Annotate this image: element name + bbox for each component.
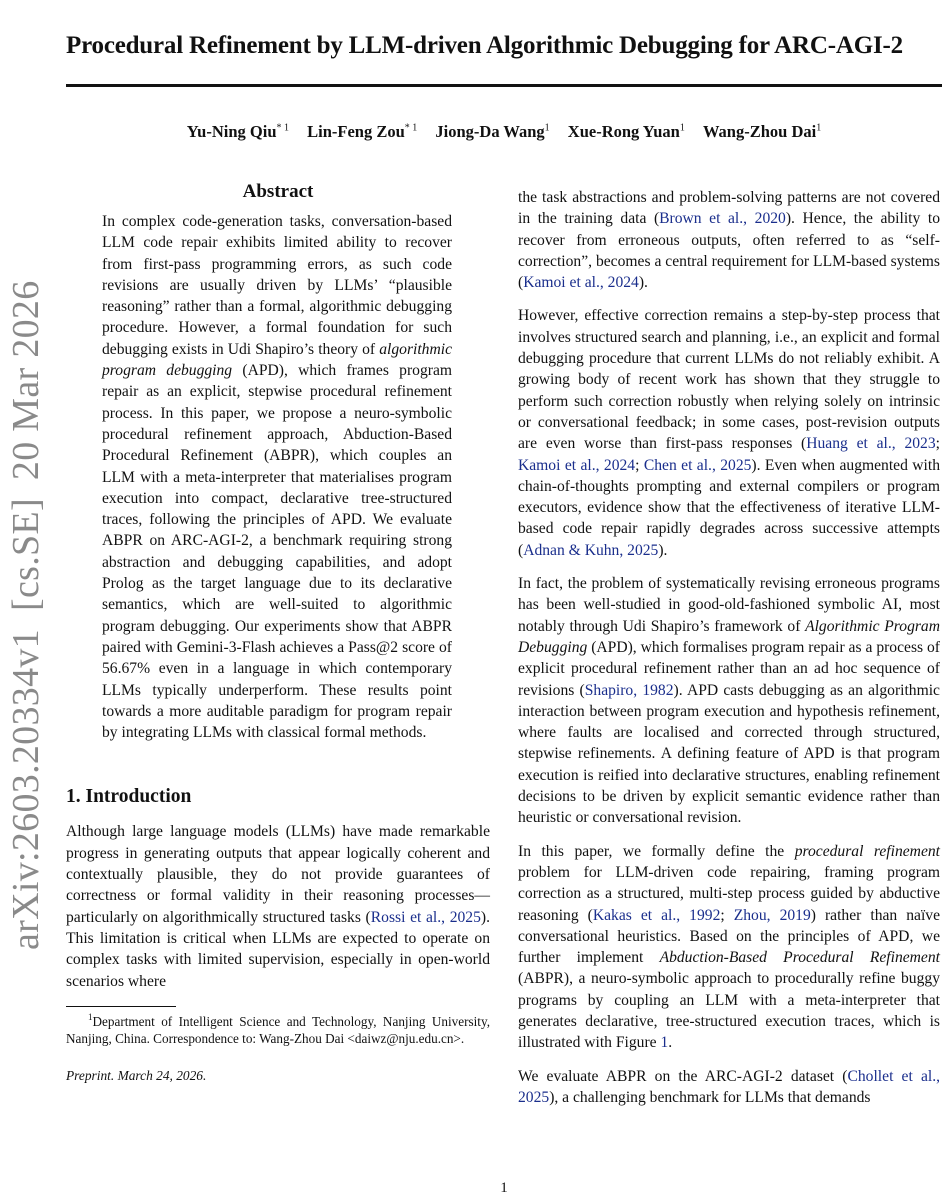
citation-link[interactable]: Shapiro, 1982 [584, 681, 674, 699]
arxiv-category: [cs.SE] [5, 498, 47, 612]
citation-link[interactable]: Chen et al., 2025 [643, 456, 752, 474]
author-2: Lin-Feng Zou$^{* 1}$ [307, 122, 418, 141]
arxiv-date: 20 Mar 2026 [5, 280, 47, 481]
section-heading-introduction: 1. Introduction [66, 786, 192, 808]
author-5: Wang-Zhou Dai$^1$ [702, 122, 822, 141]
citation-link[interactable]: Rossi et al., 2025 [370, 908, 481, 926]
preprint-note: Preprint. March 24, 2026. [66, 1067, 207, 1083]
citation-link[interactable]: Huang et al., 2023 [806, 435, 936, 453]
page-number: 1 [500, 1180, 508, 1196]
footnote-affiliation: $^1$Department of Intelligent Science and Technology, Nanjing University, Nanjing, China. Correspondence to: Wang-Zhou Dai <daiwz@nju.edu.cn>. [66, 1012, 490, 1047]
citation-link[interactable]: Kamoi et al., 2024 [523, 274, 639, 292]
intro-paragraph-5: We evaluate ABPR on the ARC-AGI-2 dataset (Chollet et al., 2025), a challenging benchmark for LLMs that demands [518, 1067, 940, 1106]
footnote-rule [66, 1006, 176, 1007]
intro-paragraph-1-continued: the task abstractions and problem-solving patterns are not covered in the training data (Brown et al., 2020). Hence, the ability to recover from erroneous outputs, often referred to as “self-correction”, becomes a central requirement for LLM-based systems (Kamoi et al., 2024). [518, 189, 940, 292]
citation-link[interactable]: Chollet et al., 2025 [518, 1067, 940, 1106]
citation-link[interactable]: Adnan & Kuhn, 2025 [523, 541, 659, 559]
arxiv-stamp [4, 230, 48, 950]
citation-link[interactable]: Zhou, 2019 [733, 906, 811, 924]
title-rule [66, 84, 942, 87]
author-4: Xue-Rong Yuan$^1$ [567, 122, 685, 141]
arxiv-id[interactable]: arXiv:2603.20334v1 [5, 629, 47, 950]
figure-reference-link[interactable]: 1 [660, 1034, 669, 1052]
intro-paragraph-4: In this paper, we formally define the procedural refinement problem for LLM-driven code repairing, framing program correction as a structured, multi-step process guided by abductive reasoning (Kakas et al., 1992; Zhou, 2019) rather than naïve conversational heuristics. Based on the principles of APD, we further implement Abduction-Based Procedural Refinement (ABPR), a neuro-symbolic approach to procedurally refine buggy programs by coupling an LLM with a meta-interpreter that generates declarative, tree-structured execution traces, which is illustrated with Figure 1. [518, 842, 940, 1052]
citation-link[interactable]: Kakas et al., 1992 [592, 906, 721, 924]
author-list [66, 122, 942, 142]
author-1: Yu-Ning Qiu$^{* 1}$ [186, 122, 289, 141]
citation-link[interactable]: Brown et al., 2020 [659, 210, 786, 228]
citation-link[interactable]: Kamoi et al., 2024 [518, 456, 636, 474]
author-3: Jiong-Da Wang$^1$ [435, 122, 550, 141]
right-column [518, 187, 940, 1120]
intro-paragraph-3: In fact, the problem of systematically revising erroneous programs has been well-studied in good-old-fashioned symbolic AI, most notably through Udi Shapiro’s framework of Algorithmic Program Debugging (APD), which formalises program repair as a process of explicit procedural refinement rather than an ad hoc sequence of revisions (Shapiro, 1982). APD casts debugging as an algorithmic interaction between program execution and hypothesis refinement, where faults are localised and corrected through structured, stepwise refinements. A defining feature of APD is that program execution is reified into declarative structures, enabling refinement decisions to be driven by explicit semantic evidence rather than heuristic or conversational revision. [518, 575, 940, 827]
left-column [66, 180, 490, 1086]
abstract-body: In complex code-generation tasks, conversation-based LLM code repair exhibits limited ability to recover from first-pass programming errors, as such code revisions are usually driven by LLMs’ “plausible reasoning” rather than a formal, algorithmic debugging procedure. However, a formal foundation for such debugging exists in Udi Shapiro’s theory of algorithmic program debugging (APD), which frames program repair as an explicit, stepwise procedural refinement process. In this paper, we propose a neuro-symbolic procedural refinement approach, Abduction-Based Procedural Refinement (ABPR), which couples an LLM with a meta-interpreter that materialises program execution into compact, declarative tree-structured traces, following the principles of APD. We evaluate ABPR on ARC-AGI-2, a benchmark requiring strong abstraction and debugging capabilities, and adopt Prolog as the target language due to its declarative semantics, which are well-suited to algorithmic program debugging. Our experiments show that ABPR paired with Gemini-3-Flash achieves a Pass@2 score of 56.67% even in a language in which contemporary LLMs typically underperform. These results point towards a more auditable paradigm for program repair by integrating LLMs with classical formal methods. [102, 213, 452, 742]
paper-title: Procedural Refinement by LLM-driven Algorithmic Debugging for ARC-AGI-2 [66, 32, 903, 59]
abstract-heading: Abstract [242, 181, 314, 202]
intro-paragraph-2: However, effective correction remains a step-by-step process that involves structured search and planning, i.e., an explicit and formal debugging procedure that current LLMs do not reliably exhibit. A growing body of recent work has shown that they struggle to perform such correction robustly when relying solely on intrinsic or conversational feedback; in some cases, post-revision outputs are even worse than first-pass responses (Huang et al., 2023; Kamoi et al., 2024; Chen et al., 2025). Even when augmented with chain-of-thoughts prompting and external compilers or program executors, evidence show that the effectiveness of iterative LLM-based code repair rapidly degrades across successive attempts (Adnan & Kuhn, 2025). [518, 307, 941, 559]
intro-paragraph-1: Although large language models (LLMs) have made remarkable progress in generating outputs that appear logically coherent and contextually plausible, they do not provide guarantees of correctness or formal validity in their reasoning processes—particularly on algorithmically structured tasks (Rossi et al., 2025). This limitation is critical when LLMs are expected to operate on complex tasks with limited supervision, especially in open-world scenarios where [66, 823, 490, 990]
